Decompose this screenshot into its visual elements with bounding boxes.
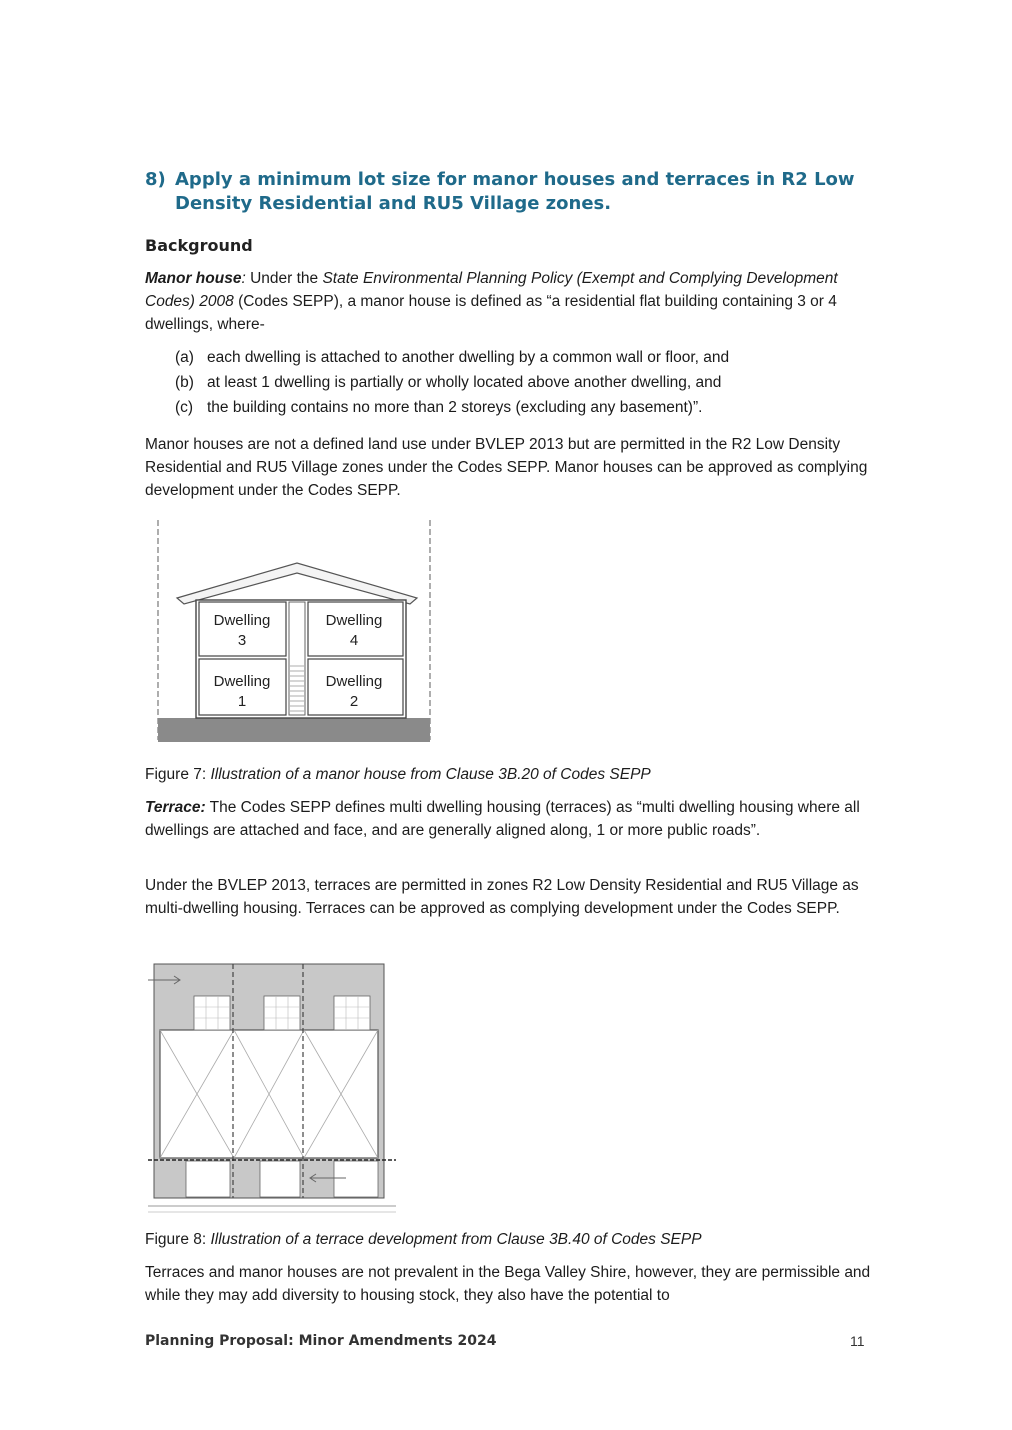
section-number: 8) [145,169,166,190]
dwelling-1-number: 1 [237,693,247,710]
figure-7-caption: Figure 7: Illustration of a manor house from Clause 3B.20 of Codes SEPP [145,766,651,783]
list-item: (b) at least 1 dwelling is partially or wholly located above another dwelling, and [175,374,722,391]
dwelling-4-label: Dwelling [325,612,383,629]
terrace-permitted-paragraph: Under the BVLEP 2013, terraces are permitted in zones R2 Low Density Residential and RU5 Village as multi-dwelling housing. Terraces can be approved as complying development under the Codes SEPP. [145,877,859,917]
dwelling-3-number: 3 [237,632,247,649]
dwelling-2-number: 2 [349,693,359,710]
dwelling-1-label: Dwelling [213,673,271,690]
terrace-illustration [146,962,402,1218]
section-heading [145,168,905,216]
terrace-term: Terrace: [145,799,206,816]
figure-8-caption: Figure 8: Illustration of a terrace development from Clause 3B.40 of Codes SEPP [145,1231,702,1248]
ground [158,718,430,742]
roof [177,563,417,604]
dwelling-4-number: 4 [349,632,359,649]
manor-house-criteria-list [175,345,875,420]
list-item: (a) each dwelling is attached to another dwelling by a common wall or floor, and [175,349,730,366]
closing-paragraph: Terraces and manor houses are not prevalent in the Bega Valley Shire, however, they are permissible and while they may add diversity to housing stock, they also have the potential to [145,1264,871,1304]
terrace-paragraph: Terrace: The Codes SEPP defines multi dwelling housing (terraces) as “multi dwelling housing where all dwellings are attached and face, and are generally aligned along, 1 or more public roads”. [145,799,860,839]
footer-title: Planning Proposal: Minor Amendments 2024 [145,1333,497,1349]
dwelling-3-label: Dwelling [213,612,271,629]
section-title: Apply a minimum lot size for manor houses and terraces in R2 Low Density Residential and RU5 Village zones. [175,169,855,214]
policy-name: State Environmental Planning Policy (Exempt and Complying Development Codes) 2008 [145,270,838,310]
list-item: (c) the building contains no more than 2 storeys (excluding any basement)”. [175,399,703,416]
page-number: 11 [850,1333,865,1349]
manor-house-illustration [152,518,437,746]
manor-house-term: Manor house [145,270,242,287]
background-heading: Background [145,236,253,255]
manor-house-paragraph: Manor house: Under the State Environmental Planning Policy (Exempt and Complying Development Codes) 2008 (Codes SEPP), a manor house is defined as “a residential flat building containing 3 or 4 dwellings, where- [145,270,838,333]
dwelling-2-label: Dwelling [325,673,383,690]
manor-permitted-paragraph: Manor houses are not a defined land use under BVLEP 2013 but are permitted in the R2 Low Density Residential and RU5 Village zones under the Codes SEPP. Manor houses can be approved as complying development under the Codes SEPP. [145,436,868,499]
